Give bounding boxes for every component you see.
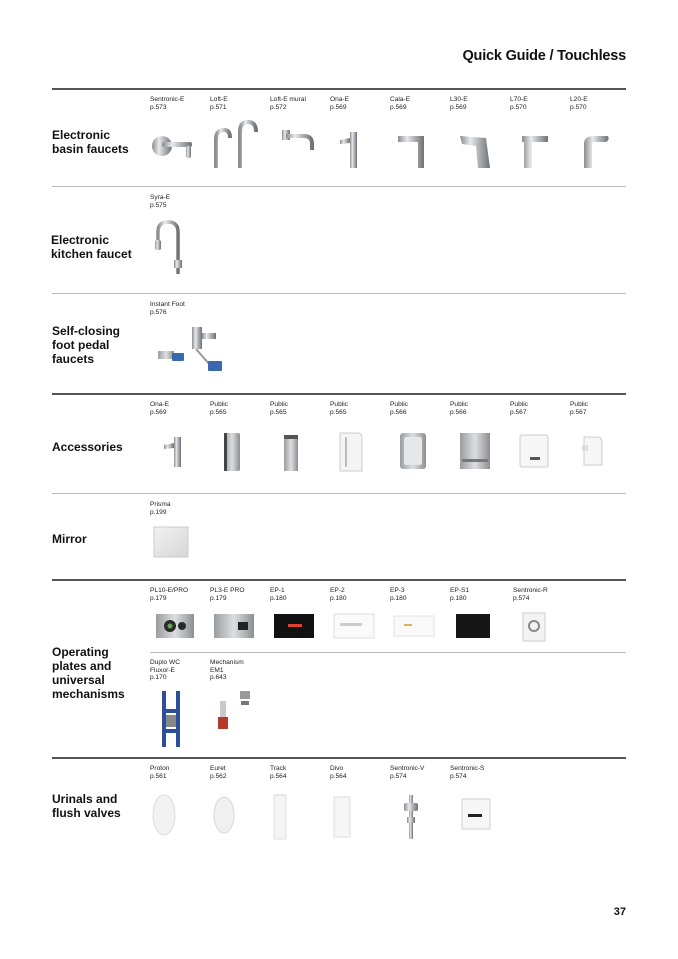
product-item[interactable]: PL3-E PRO p.179	[210, 587, 270, 602]
faucet-image	[510, 126, 560, 170]
product-item[interactable]: Ona-E p.569	[330, 96, 390, 111]
section-heading: Accessories	[52, 440, 123, 454]
flush-plate-image	[450, 611, 500, 641]
product-item[interactable]: Public p.565	[270, 401, 330, 416]
faucet-image	[210, 118, 266, 170]
section-basin-faucets	[52, 88, 626, 188]
dispenser-image	[390, 429, 440, 473]
urinal-image	[330, 793, 380, 839]
product-item[interactable]: Public p.567	[510, 401, 570, 416]
flush-plate-image	[210, 611, 260, 641]
flush-valve-image	[450, 795, 500, 835]
dispenser-image	[570, 431, 620, 471]
dispenser-image	[450, 429, 500, 473]
page-title: Quick Guide / Touchless	[462, 48, 626, 64]
product-item[interactable]: Instant Foot p.576	[150, 301, 210, 316]
product-item[interactable]: Divo p.564	[330, 765, 390, 780]
faucet-image	[390, 126, 440, 170]
product-item[interactable]: Sentronic-E p.573	[150, 96, 210, 111]
product-item[interactable]: L70-E p.570	[510, 96, 570, 111]
product-item[interactable]: Public p.566	[450, 401, 510, 416]
dispenser-image	[510, 431, 560, 471]
product-item[interactable]: EP-3 p.180	[390, 587, 450, 602]
faucet-image	[330, 126, 380, 170]
section-heading: Urinals and flush valves	[52, 792, 121, 820]
product-item[interactable]: Syra-E p.575	[150, 194, 210, 209]
product-item[interactable]: EP-1 p.180	[270, 587, 330, 602]
urinal-image	[150, 791, 200, 839]
urinal-image	[270, 791, 320, 841]
product-item[interactable]: Public p.565	[330, 401, 390, 416]
flush-plate-image	[513, 611, 563, 643]
product-item[interactable]: Ona-E p.569	[150, 401, 210, 416]
section-heading: Electronic basin faucets	[52, 128, 129, 156]
section-accessories	[52, 393, 626, 494]
product-item[interactable]: Euret p.562	[210, 765, 270, 780]
product-item[interactable]: Loft-E mural p.572	[270, 96, 330, 111]
product-item[interactable]: Prisma p.199	[150, 501, 210, 516]
bin-image	[210, 429, 260, 473]
product-item[interactable]: Loft-E p.571	[210, 96, 270, 111]
wc-frame-image	[150, 689, 190, 749]
faucet-image	[270, 126, 320, 162]
product-item[interactable]: Public p.566	[390, 401, 450, 416]
section-heading: Electronic kitchen faucet	[51, 233, 132, 261]
section-urinals	[52, 757, 626, 854]
product-item[interactable]: L20-E p.570	[570, 96, 630, 111]
flush-plate-image	[150, 611, 200, 641]
soap-dispenser-image	[150, 431, 200, 471]
product-item[interactable]: EP-2 p.180	[330, 587, 390, 602]
product-item[interactable]: Sentronic-R p.574	[513, 587, 573, 602]
faucet-image	[150, 126, 200, 166]
product-item[interactable]: L30-E p.569	[450, 96, 510, 111]
sub-divider	[150, 652, 626, 653]
product-item[interactable]: Track p.564	[270, 765, 330, 780]
product-item[interactable]: Cala-E p.569	[390, 96, 450, 111]
product-item[interactable]: Mechanism EM1 p.643	[210, 659, 270, 682]
product-item[interactable]: Public p.567	[570, 401, 630, 416]
flush-plate-image	[330, 611, 380, 641]
mechanism-image	[210, 687, 256, 737]
product-item[interactable]: Duplo WC Fluxor-E p.170	[150, 659, 210, 682]
page-number: 37	[613, 906, 626, 918]
mirror-image	[150, 525, 190, 559]
product-item[interactable]: Public p.565	[210, 401, 270, 416]
hand-dryer-image	[330, 429, 380, 473]
bin-image	[270, 429, 320, 473]
faucet-image	[570, 126, 620, 170]
section-operating-plates	[52, 579, 626, 759]
flush-valve-image	[390, 793, 440, 841]
faucet-image	[450, 126, 500, 170]
product-item[interactable]: Sentronic-S p.574	[450, 765, 510, 780]
section-kitchen-faucet	[52, 186, 626, 293]
section-foot-pedal	[52, 293, 626, 393]
flush-plate-image	[270, 611, 320, 641]
section-mirror	[52, 493, 626, 579]
foot-pedal-image	[150, 323, 240, 377]
section-heading: Operating plates and universal mechanisms	[52, 645, 125, 701]
product-item[interactable]: Proton p.561	[150, 765, 210, 780]
product-item[interactable]: Sentronic-V p.574	[390, 765, 450, 780]
urinal-image	[210, 793, 260, 839]
product-item[interactable]: EP-S1 p.180	[450, 587, 510, 602]
section-heading: Self-closing foot pedal faucets	[52, 324, 121, 366]
product-item[interactable]: PL10-E/PRO p.179	[150, 587, 210, 602]
faucet-image	[150, 218, 190, 278]
flush-plate-image	[390, 611, 440, 641]
section-heading: Mirror	[52, 532, 87, 546]
